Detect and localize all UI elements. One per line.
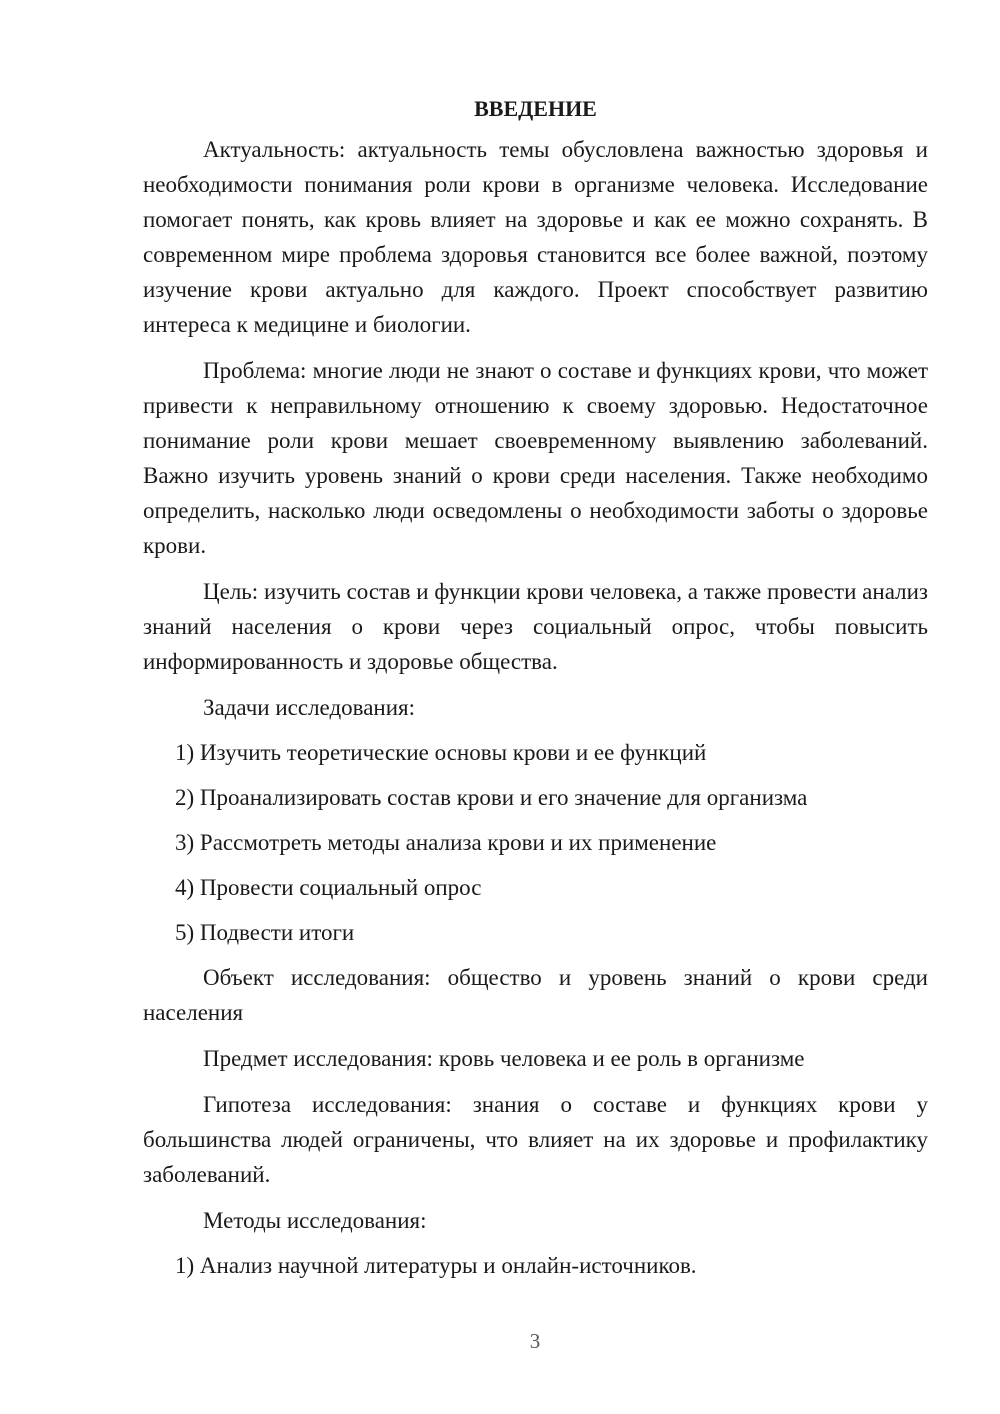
methods-heading: Методы исследования: <box>203 1208 427 1233</box>
task-item: 4) Провести социальный опрос <box>175 875 482 900</box>
object-paragraph: Объект исследования: общество и уровень знаний о крови среди населения <box>143 965 928 1025</box>
task-item: 3) Рассмотреть методы анализа крови и их применение <box>175 830 717 855</box>
page-content <box>143 92 928 1293</box>
subject-paragraph: Предмет исследования: кровь человека и ее роль в организме <box>203 1046 805 1071</box>
relevance-paragraph: Актуальность: актуальность темы обусловлена важностью здоровья и необходимости понимания роли крови в организме человека. Исследование помогает понять, как кровь влияет на здоровье и как ее можно сохранять. В современном мире проблема здоровья становится все более важной, поэтому изучение крови актуально для каждого. Проект способствует развитию интереса к медицине и биологии. <box>143 137 928 337</box>
task-item: 2) Проанализировать состав крови и его значение для организма <box>175 785 808 810</box>
tasks-heading: Задачи исследования: <box>203 695 416 720</box>
goal-paragraph: Цель: изучить состав и функции крови человека, а также провести анализ знаний населения о крови через социальный опрос, чтобы повысить информированность и здоровье общества. <box>143 579 928 674</box>
method-item: 1) Анализ научной литературы и онлайн-источников. <box>175 1253 697 1278</box>
page-title: ВВЕДЕНИЕ <box>474 96 597 121</box>
task-item: 1) Изучить теоретические основы крови и ее функций <box>175 740 707 765</box>
problem-paragraph: Проблема: многие люди не знают о составе и функциях крови, что может привести к неправильному отношению к своему здоровью. Недостаточное понимание роли крови мешает своевременному выявлению заболеваний. Важно изучить уровень знаний о крови среди населения. Также необходимо определить, насколько люди осведомлены о необходимости заботы о здоровье крови. <box>143 358 928 558</box>
page-number: 3 <box>529 1329 541 1353</box>
task-item: 5) Подвести итоги <box>175 920 355 945</box>
hypothesis-paragraph: Гипотеза исследования: знания о составе и функциях крови у большинства людей ограничены, что влияет на их здоровье и профилактику заболеваний. <box>143 1092 928 1187</box>
